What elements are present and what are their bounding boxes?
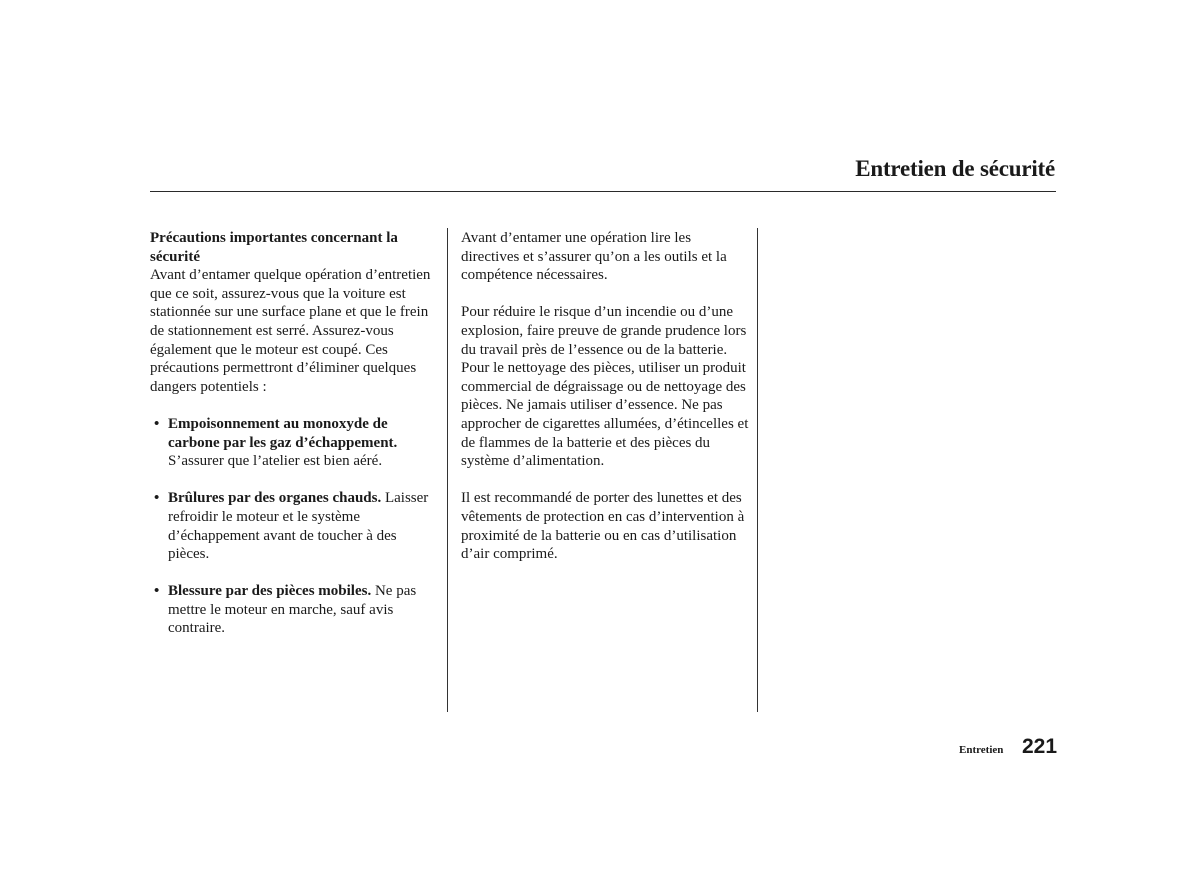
column-divider [447, 228, 448, 712]
paragraph: Pour réduire le risque d’un incendie ou d’une explosion, faire preuve de grande prudence lors du travail près de l’essence ou de la batterie. Pour le nettoyage des pièces, utiliser un produit commercial de dégraissage ou de nettoyage des pièces. Ne jamais utiliser d’essence. Ne pas approcher de cigarettes allumées, d’étincelles et de flammes de la batterie et des pièces du système d’alimentation. [461, 304, 749, 470]
section-heading: Précautions importantes concernant la sécurité [150, 230, 398, 265]
middle-column [461, 229, 751, 564]
page-number: 221 [1022, 735, 1058, 758]
bullet-bold: Brûlures par des organes chauds. [168, 490, 382, 507]
bullet-text: Laisser refroidir le moteur et le système d’échappement avant de toucher à des pièces. [168, 490, 429, 563]
bullet-icon: • [154, 490, 160, 507]
intro-paragraph: Avant d’entamer quelque opération d’entretien que ce soit, assurez-vous que la voiture est stationnée sur une surface plane et que le frein de stationnement est serré. Assurez-vous également que le moteur est coupé. Ces précautions permettront d’éliminer quelques dangers potentiels : [150, 267, 431, 395]
bullet-icon: • [154, 415, 160, 432]
bullet-item [150, 489, 440, 563]
footer-section-label: Entretien [959, 744, 1004, 756]
left-column [150, 229, 440, 638]
bullet-bold: Empoisonnement au monoxyde de carbone par les gaz d’échappement. [168, 415, 398, 451]
bullet-icon: • [154, 583, 160, 600]
paragraph: Avant d’entamer une opération lire les directives et s’assurer qu’on a les outils et la compétence nécessaires. [461, 230, 727, 284]
bullet-text: Ne pas mettre le moteur en marche, sauf avis contraire. [168, 583, 417, 637]
bullet-text: S’assurer que l’atelier est bien aéré. [168, 453, 383, 470]
paragraph: Il est recommandé de porter des lunettes et des vêtements de protection en cas d’intervention à proximité de la batterie ou en cas d’utilisation d’air comprimé. [461, 490, 745, 563]
page-title: Entretien de sécurité [855, 156, 1055, 181]
header-rule [150, 191, 1056, 192]
bullet-item [150, 415, 440, 471]
column-divider [757, 228, 758, 712]
bullet-item [150, 582, 440, 638]
bullet-bold: Blessure par des pièces mobiles. [168, 583, 372, 600]
